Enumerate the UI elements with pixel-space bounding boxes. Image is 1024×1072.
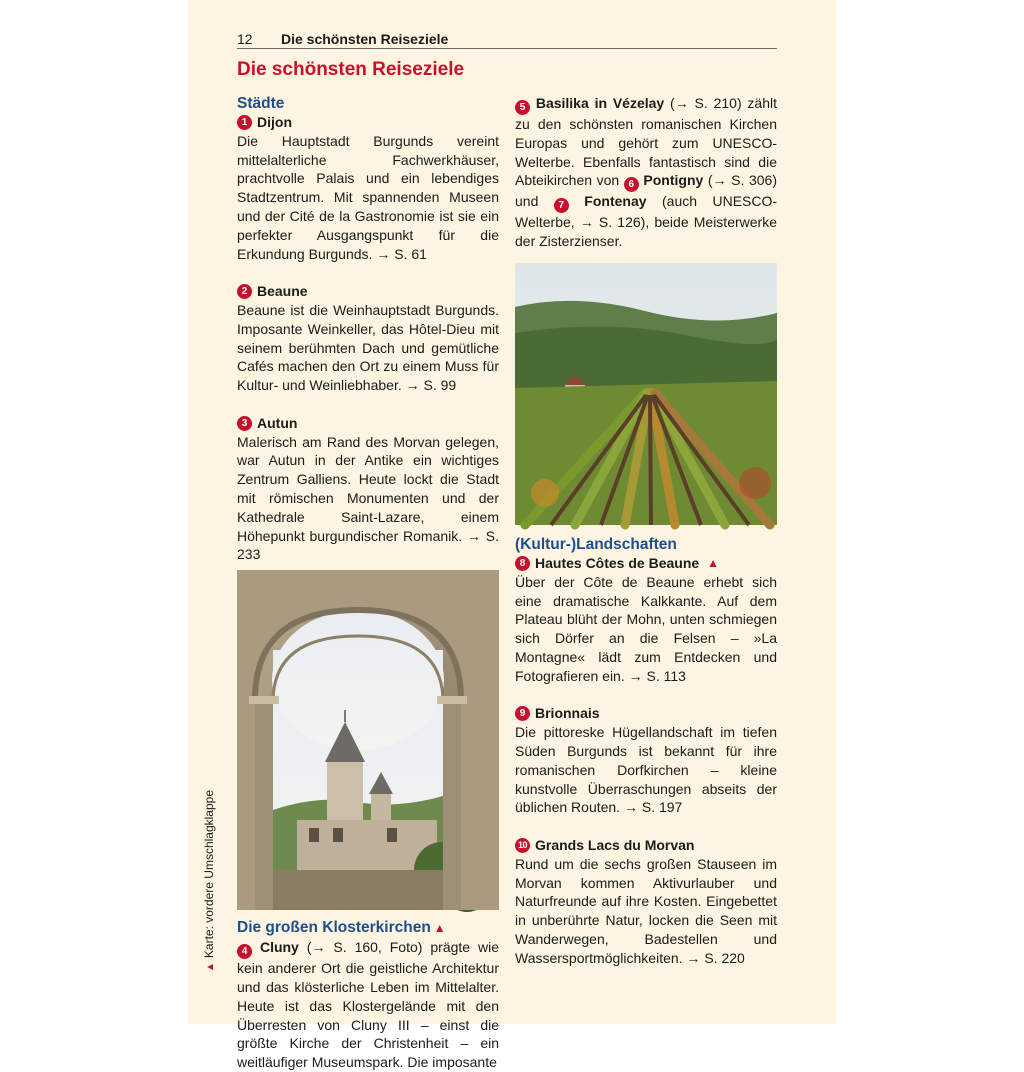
entry-text: (→ S. 306) und (515, 172, 777, 210)
entry-text-beaune: Beaune ist die Weinhauptstadt Burgunds. Imposante Weinkeller, das Hôtel-Dieu mit seinem berühmten Dach und gemütliche Cafés machen den Ort zu einem Muss für Kultur- und Weinliebhaber. → S. 99 (237, 301, 499, 394)
number-badge: 4 (237, 944, 252, 959)
entry-heading-dijon (237, 113, 499, 132)
right-column (515, 94, 777, 968)
entry-heading-brionnais (515, 704, 777, 723)
section-heading-landschaften: (Kultur-)Landschaften (515, 535, 677, 553)
section-heading-staedte: Städte (237, 95, 285, 112)
entry-name: Autun (257, 414, 298, 431)
number-badge: 8 (515, 556, 530, 571)
page-title: Die schönsten Reiseziele (237, 59, 465, 80)
entry-name: Beaune (257, 283, 308, 300)
section-heading-kloster (237, 918, 499, 938)
entry-text-dijon: Die Hauptstadt Burgunds vereint mittelalterliche Fachwerkhäuser, prachtvolle Palais und ein lebendiges Stadtzentrum. Mit spannenden Museen und der Cité de la Gastronomie ist sie ein perfekter Ausgangspunkt für die Erkundung Burgunds. → S. 61 (237, 132, 499, 262)
entry-heading-beaune (237, 282, 499, 301)
entry-name: Basilika in Vézelay (535, 95, 665, 111)
running-head-title: Die schönsten Reiseziele (281, 31, 449, 47)
number-badge: 3 (237, 416, 252, 431)
book-page (188, 0, 836, 1071)
map-reference-text: Karte: vordere Umschlagklappe (202, 790, 216, 959)
entry-text-hautes: Über der Côte de Beaune erhebt sich eine dramatische Kalkkante. Auf dem Plateau blüht der Mohn, unten schmiegen sich Dörfer an die Felsen – »La Montagne« lädt zum Entdecken und Fotografieren ein. → S. 113 (515, 573, 777, 684)
entry-text-brionnais: Die pittoreske Hügellandschaft im tiefen Süden Burgunds ist bekannt für ihre romanischen Dorfkirchen – kleine kunstvolle Überraschungen abseits der üblichen Routen. → S. 197 (515, 724, 777, 816)
section-heading-text: Die großen Klosterkirchen (237, 919, 431, 937)
number-badge: 6 (624, 177, 639, 192)
entry-text: (→ S. 210) zählt zu den schönsten romanischen Kirchen Europas und gehört zum UNESCO-Welterbe. Ebenfalls fantastisch sind die Abteikirchen von (515, 95, 777, 189)
number-badge: 5 (515, 100, 530, 115)
entry-text: (auch UNESCO-Welterbe, → S. 126), beide Meisterwerke der Zisterzienser. (515, 193, 778, 250)
vineyard-photo (515, 263, 777, 525)
number-badge: 2 (237, 284, 252, 299)
number-badge: 9 (515, 706, 530, 721)
entry-heading-hautes (515, 554, 777, 573)
entry-name: Brionnais (535, 705, 600, 722)
entry-text-vezelay (515, 94, 777, 251)
entry-text: (→ S. 160, Foto) prägte wie kein anderer Ort die geistliche Architektur und das klösterliche Leben im Mittelalter. Heute ist das Klostergelände mit den Überresten von Cluny III – einst die größte Kirche der Christenheit – ein weitläufiger Museumspark. Die imposante (237, 939, 500, 1071)
entry-name: Dijon (257, 114, 292, 130)
cluny-arch-photo (237, 570, 499, 910)
vineyard-illustration (515, 263, 777, 525)
entry-heading-autun (237, 414, 499, 433)
entry-name: Pontigny (643, 172, 704, 189)
running-head (237, 30, 777, 49)
entry-text-cluny (237, 938, 499, 1072)
number-badge: 7 (554, 198, 569, 213)
map-triangle-icon: ▲ (433, 921, 446, 936)
left-column (237, 94, 499, 1072)
entry-name: Grands Lacs du Morvan (535, 836, 695, 853)
entry-name: Cluny (259, 939, 299, 956)
cluny-arch-illustration (237, 570, 499, 910)
map-triangle-icon: ▲ (205, 962, 216, 972)
entry-text-lacs: Rund um die sechs großen Stauseen im Morvan kommen Aktivurlauber und Naturfreunde auf ihre Kosten. Eingebettet in unberührte Natur, locken die Seen mit Wanderwegen, Badestellen und Wassersportmöglichkeiten. → S. 220 (515, 855, 777, 966)
entry-name: Fontenay (584, 193, 647, 210)
entry-heading-lacs (515, 836, 777, 855)
map-reference-note (202, 790, 216, 972)
page-number: 12 (237, 31, 253, 47)
entry-text-autun: Malerisch am Rand des Morvan gelegen, war Autun in der Antike ein wichtiges Zentrum Galliens. Heute lockt die Stadt mit römischen Monumenten und der Kathedrale Saint-Lazare, einem Höhepunkt burgundischer Romanik. → S. 233 (237, 433, 499, 563)
number-badge: 10 (515, 838, 530, 853)
entry-name: Hautes Côtes de Beaune (535, 554, 700, 571)
map-triangle-icon: ▲ (707, 555, 720, 570)
number-badge: 1 (237, 115, 252, 130)
